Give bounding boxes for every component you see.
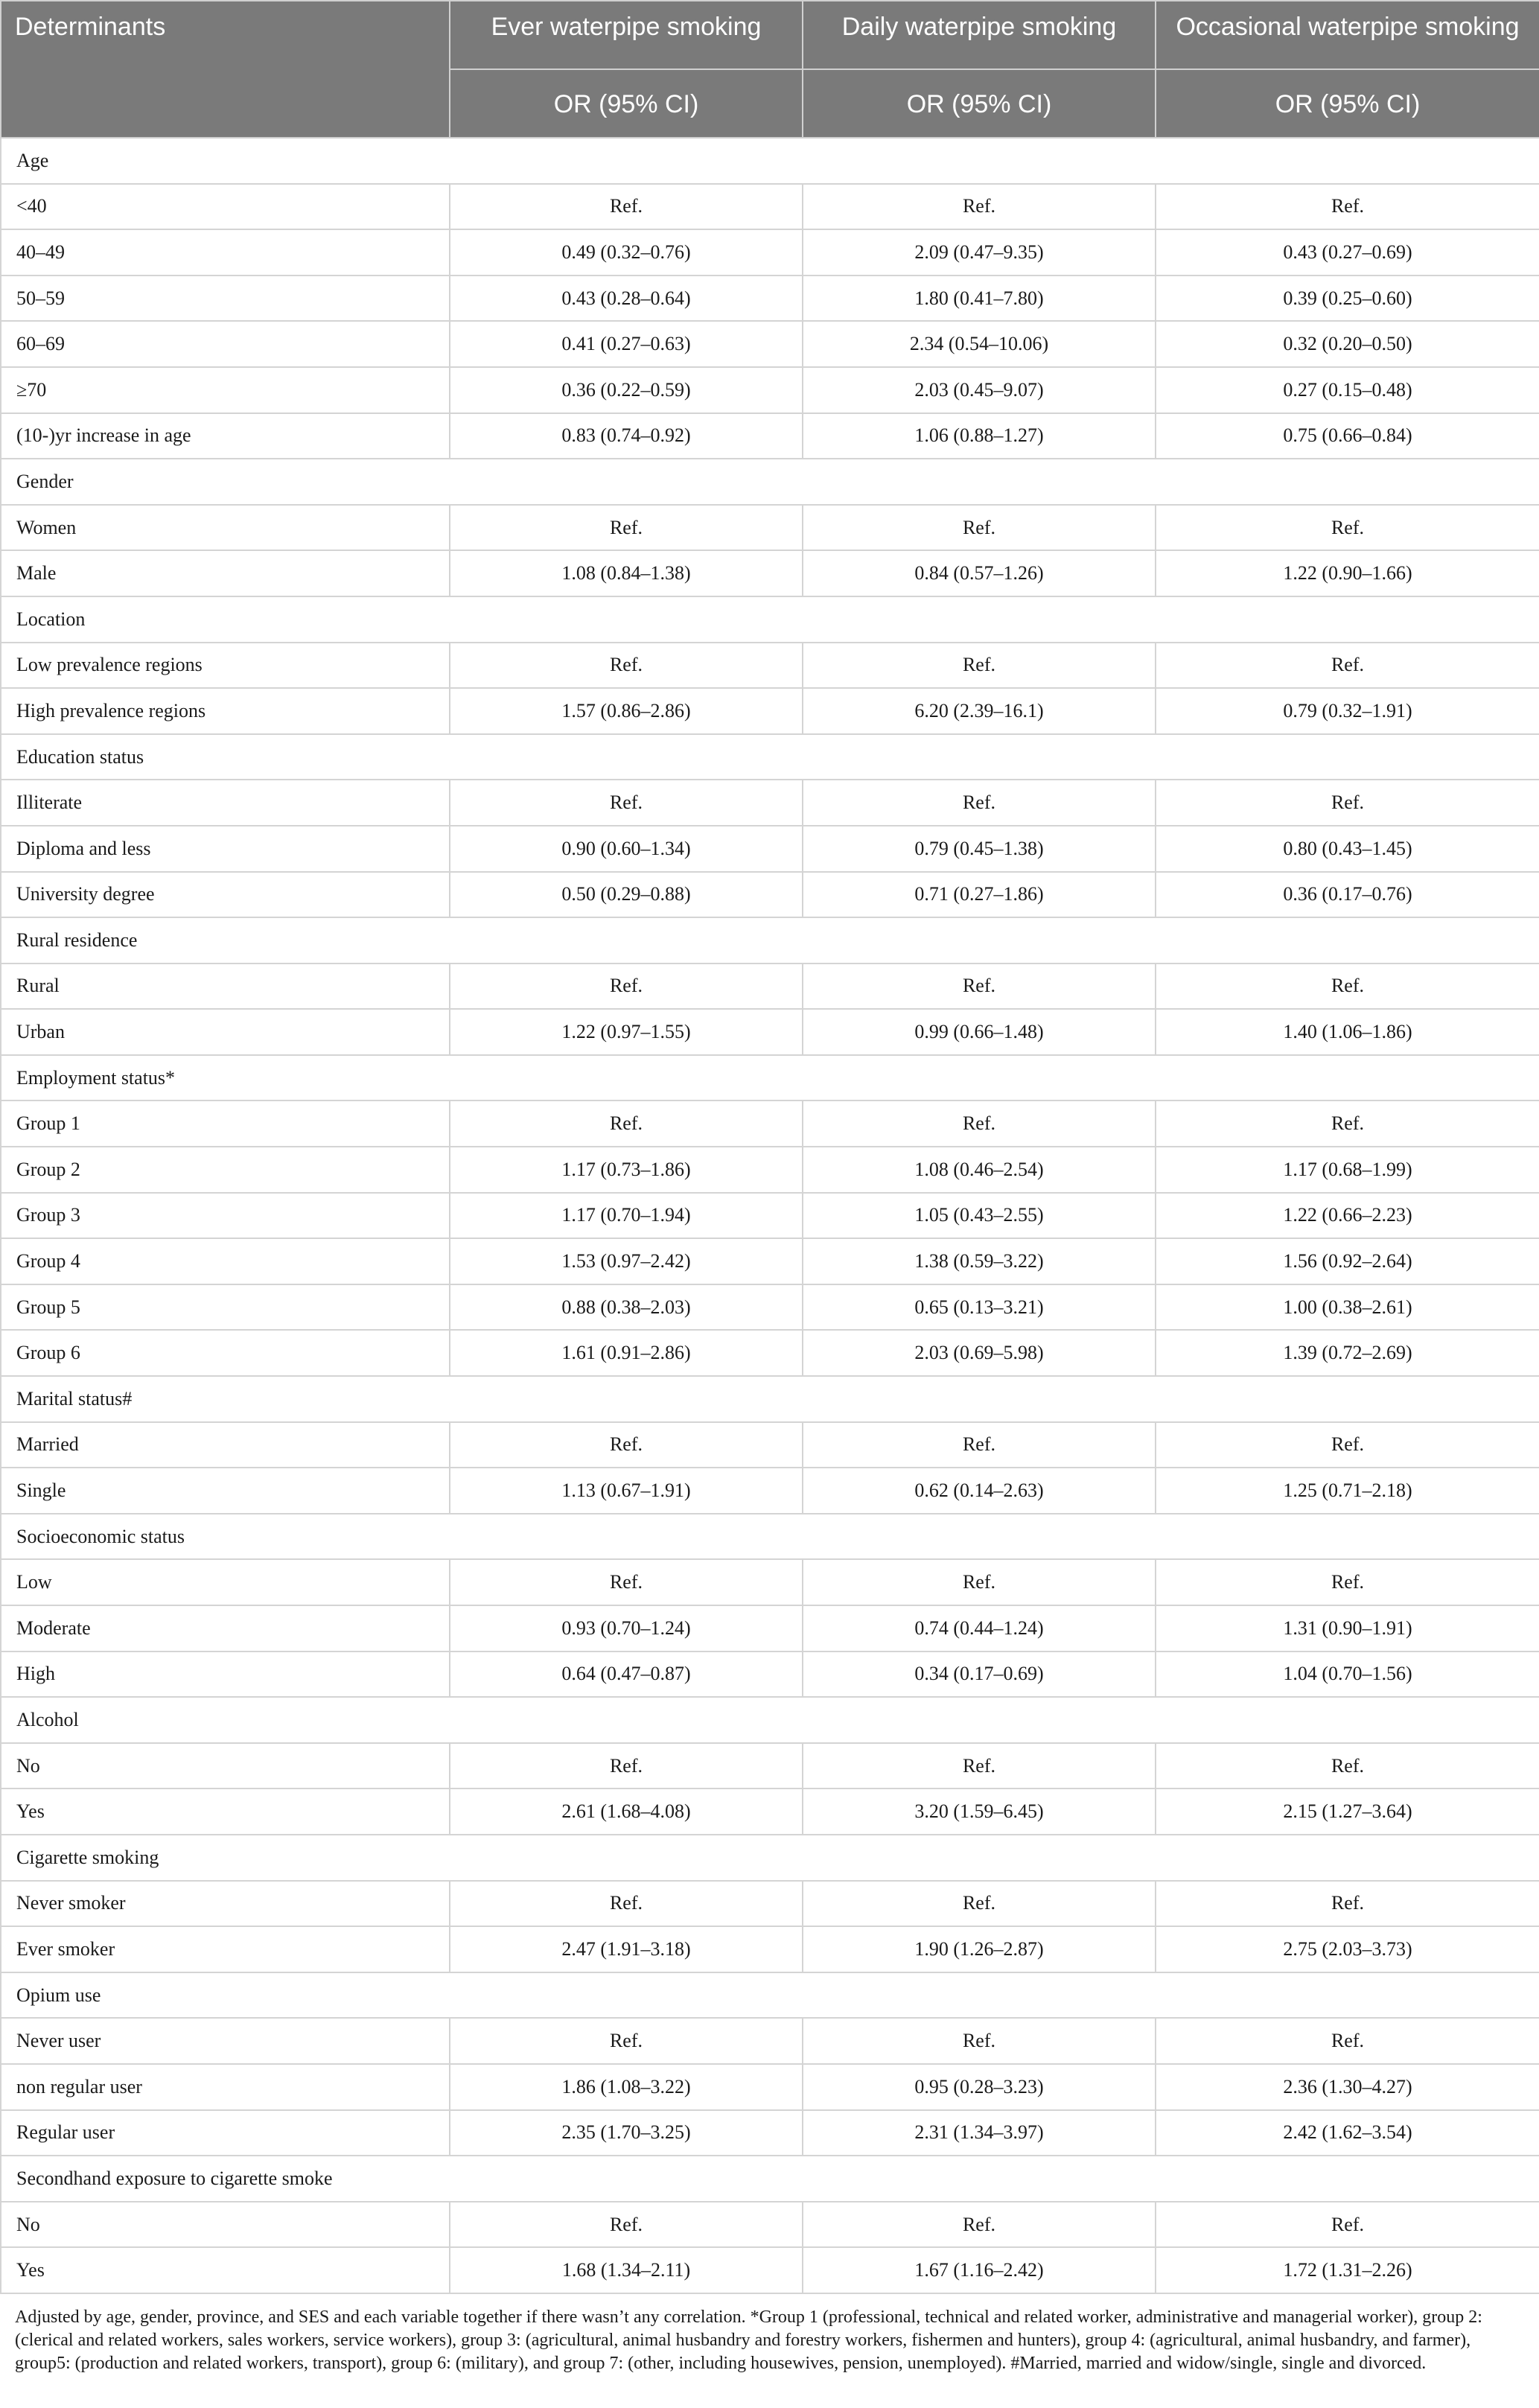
row-label: Yes	[1, 2247, 450, 2293]
row-label: Single	[1, 1468, 450, 1514]
or-ci-cell: 2.03 (0.69–5.98)	[803, 1330, 1156, 1376]
or-ci-cell: Ref.	[450, 643, 803, 689]
or-ci-cell: 2.47 (1.91–3.18)	[450, 1926, 803, 1972]
table-row	[1, 550, 1539, 596]
or-ci-cell: Ref.	[803, 1559, 1156, 1605]
or-ci-cell: Ref.	[1156, 1101, 1539, 1147]
table-row	[1, 1559, 1539, 1605]
row-label: Group 6	[1, 1330, 450, 1376]
or-ci-cell: 1.22 (0.90–1.66)	[1156, 550, 1539, 596]
or-ci-cell: 0.71 (0.27–1.86)	[803, 872, 1156, 918]
or-ci-cell: 2.75 (2.03–3.73)	[1156, 1926, 1539, 1972]
section-label: Opium use	[1, 1972, 1539, 2019]
row-label: 50–59	[1, 275, 450, 322]
table-row	[1, 1009, 1539, 1055]
table-row	[1, 229, 1539, 275]
or-ci-cell: 0.36 (0.22–0.59)	[450, 367, 803, 413]
or-ci-cell: Ref.	[450, 505, 803, 551]
or-ci-cell: Ref.	[803, 780, 1156, 826]
row-label: Male	[1, 550, 450, 596]
or-ci-cell: Ref.	[450, 1559, 803, 1605]
or-ci-cell: 0.74 (0.44–1.24)	[803, 1605, 1156, 1651]
or-ci-cell: 0.83 (0.74–0.92)	[450, 413, 803, 459]
row-label: Never user	[1, 2018, 450, 2064]
row-label: Low	[1, 1559, 450, 1605]
table-row	[1, 1193, 1539, 1239]
or-ci-cell: 0.65 (0.13–3.21)	[803, 1284, 1156, 1331]
or-ci-cell: 1.06 (0.88–1.27)	[803, 413, 1156, 459]
table-row	[1, 184, 1539, 230]
row-label: Illiterate	[1, 780, 450, 826]
section-row	[1, 1376, 1539, 1422]
or-ci-cell: 1.68 (1.34–2.11)	[450, 2247, 803, 2293]
row-label: Regular user	[1, 2110, 450, 2156]
row-label: Rural	[1, 963, 450, 1010]
or-ci-cell: 1.38 (0.59–3.22)	[803, 1238, 1156, 1284]
or-ci-cell: 0.99 (0.66–1.48)	[803, 1009, 1156, 1055]
or-ci-cell: Ref.	[803, 2018, 1156, 2064]
or-ci-cell: Ref.	[1156, 2202, 1539, 2248]
or-ci-cell: Ref.	[450, 184, 803, 230]
or-ci-cell: Ref.	[1156, 963, 1539, 1010]
or-ci-cell: 1.31 (0.90–1.91)	[1156, 1605, 1539, 1651]
section-row	[1, 138, 1539, 184]
or-ci-cell: 3.20 (1.59–6.45)	[803, 1789, 1156, 1835]
or-ci-cell: 0.88 (0.38–2.03)	[450, 1284, 803, 1331]
or-ci-cell: 0.50 (0.29–0.88)	[450, 872, 803, 918]
or-ci-cell: 2.09 (0.47–9.35)	[803, 229, 1156, 275]
or-ci-cell: 0.79 (0.45–1.38)	[803, 826, 1156, 872]
section-label: Marital status#	[1, 1376, 1539, 1422]
section-row	[1, 596, 1539, 643]
row-label: 60–69	[1, 321, 450, 367]
or-ci-cell: Ref.	[803, 1422, 1156, 1468]
section-row	[1, 2156, 1539, 2202]
table-row	[1, 2110, 1539, 2156]
table-row	[1, 1238, 1539, 1284]
table-row	[1, 1926, 1539, 1972]
or-ci-cell: 0.32 (0.20–0.50)	[1156, 321, 1539, 367]
or-ci-cell: 1.00 (0.38–2.61)	[1156, 1284, 1539, 1331]
header-occasional-waterpipe: Occasional waterpipe smoking	[1156, 1, 1539, 69]
or-ci-cell: Ref.	[450, 2018, 803, 2064]
section-label: Secondhand exposure to cigarette smoke	[1, 2156, 1539, 2202]
or-ci-cell: 0.49 (0.32–0.76)	[450, 229, 803, 275]
table-row	[1, 1330, 1539, 1376]
or-ci-cell: Ref.	[803, 184, 1156, 230]
or-ci-cell: 0.43 (0.28–0.64)	[450, 275, 803, 322]
table-row	[1, 1651, 1539, 1698]
row-label: Group 5	[1, 1284, 450, 1331]
or-ci-cell: 0.80 (0.43–1.45)	[1156, 826, 1539, 872]
or-ci-cell: 0.75 (0.66–0.84)	[1156, 413, 1539, 459]
row-label: Low prevalence regions	[1, 643, 450, 689]
table-row	[1, 963, 1539, 1010]
table-row	[1, 505, 1539, 551]
row-label: 40–49	[1, 229, 450, 275]
or-ci-cell: 1.72 (1.31–2.26)	[1156, 2247, 1539, 2293]
row-label: High	[1, 1651, 450, 1698]
section-label: Education status	[1, 734, 1539, 780]
table-row	[1, 1101, 1539, 1147]
table-row	[1, 1422, 1539, 1468]
or-ci-cell: 0.62 (0.14–2.63)	[803, 1468, 1156, 1514]
row-label: Diploma and less	[1, 826, 450, 872]
or-ci-cell: 0.27 (0.15–0.48)	[1156, 367, 1539, 413]
row-label: Group 2	[1, 1147, 450, 1193]
table-row	[1, 2202, 1539, 2248]
or-ci-cell: 2.36 (1.30–4.27)	[1156, 2064, 1539, 2110]
or-ci-cell: 1.57 (0.86–2.86)	[450, 688, 803, 734]
header-daily-waterpipe: Daily waterpipe smoking	[803, 1, 1156, 69]
table-row	[1, 1605, 1539, 1651]
or-ci-cell: Ref.	[450, 1422, 803, 1468]
or-ci-cell: 0.39 (0.25–0.60)	[1156, 275, 1539, 322]
table-row	[1, 1284, 1539, 1331]
or-ci-cell: 1.17 (0.68–1.99)	[1156, 1147, 1539, 1193]
or-ci-cell: 1.90 (1.26–2.87)	[803, 1926, 1156, 1972]
table-row	[1, 2064, 1539, 2110]
row-label: (10-)yr increase in age	[1, 413, 450, 459]
row-label: non regular user	[1, 2064, 450, 2110]
or-ci-cell: 0.36 (0.17–0.76)	[1156, 872, 1539, 918]
section-label: Age	[1, 138, 1539, 184]
row-label: No	[1, 1743, 450, 1789]
or-ci-cell: Ref.	[1156, 780, 1539, 826]
or-ci-cell: 1.08 (0.84–1.38)	[450, 550, 803, 596]
subheader-or-ci: OR (95% CI)	[1156, 69, 1539, 138]
row-label: <40	[1, 184, 450, 230]
or-ci-cell: 0.34 (0.17–0.69)	[803, 1651, 1156, 1698]
or-ci-cell: 1.13 (0.67–1.91)	[450, 1468, 803, 1514]
or-ci-cell: 1.17 (0.70–1.94)	[450, 1193, 803, 1239]
table-row	[1, 643, 1539, 689]
or-ci-cell: 2.15 (1.27–3.64)	[1156, 1789, 1539, 1835]
row-label: Women	[1, 505, 450, 551]
row-label: Group 1	[1, 1101, 450, 1147]
row-label: Group 4	[1, 1238, 450, 1284]
table-row	[1, 367, 1539, 413]
or-ci-cell: Ref.	[803, 505, 1156, 551]
table-row	[1, 413, 1539, 459]
table-footnote: Adjusted by age, gender, province, and SES and each variable together if there wasn’t any correlation. *Group 1 (professional, technical and related worker, administrative and managerial worker), group 2: (clerical and related workers, sales workers, service workers), group 3: (agricultural, animal husbandry and forestry workers, fishermen and hunters), group 4: (agricultural, animal husbandry, and farmer), group5: (production and related workers, transport), group 6: (military), and group 7: (other, including housewives, pension, unemployed). #Married, married and widow/single, single and divorced.	[15, 2307, 1482, 2373]
section-label: Rural residence	[1, 917, 1539, 963]
or-ci-cell: Ref.	[803, 2202, 1156, 2248]
table-row	[1, 2247, 1539, 2293]
section-label: Location	[1, 596, 1539, 643]
row-label: Married	[1, 1422, 450, 1468]
section-row	[1, 1972, 1539, 2019]
table-row	[1, 1147, 1539, 1193]
or-ci-cell: Ref.	[803, 963, 1156, 1010]
section-row	[1, 1055, 1539, 1101]
or-ci-cell: 1.40 (1.06–1.86)	[1156, 1009, 1539, 1055]
section-label: Employment status*	[1, 1055, 1539, 1101]
subheader-or-ci: OR (95% CI)	[803, 69, 1156, 138]
table-row	[1, 780, 1539, 826]
table-row	[1, 688, 1539, 734]
or-ci-cell: 0.90 (0.60–1.34)	[450, 826, 803, 872]
or-ci-cell: 2.31 (1.34–3.97)	[803, 2110, 1156, 2156]
or-ci-cell: Ref.	[1156, 1743, 1539, 1789]
section-label: Gender	[1, 459, 1539, 505]
or-ci-cell: 2.61 (1.68–4.08)	[450, 1789, 803, 1835]
table-row	[1, 1789, 1539, 1835]
or-ci-cell: 0.84 (0.57–1.26)	[803, 550, 1156, 596]
table-row	[1, 826, 1539, 872]
section-row	[1, 734, 1539, 780]
or-ci-cell: 1.22 (0.97–1.55)	[450, 1009, 803, 1055]
table-row	[1, 2018, 1539, 2064]
section-row	[1, 1697, 1539, 1743]
row-label: Group 3	[1, 1193, 450, 1239]
or-ci-cell: Ref.	[1156, 2018, 1539, 2064]
table-row	[1, 321, 1539, 367]
or-ci-cell: Ref.	[1156, 1881, 1539, 1927]
section-row	[1, 459, 1539, 505]
or-ci-cell: Ref.	[450, 1881, 803, 1927]
or-ci-cell: 1.39 (0.72–2.69)	[1156, 1330, 1539, 1376]
or-ci-cell: 0.95 (0.28–3.23)	[803, 2064, 1156, 2110]
or-ci-cell: Ref.	[450, 780, 803, 826]
row-label: ≥70	[1, 367, 450, 413]
row-label: High prevalence regions	[1, 688, 450, 734]
or-ci-cell: 1.22 (0.66–2.23)	[1156, 1193, 1539, 1239]
or-ci-cell: Ref.	[1156, 1422, 1539, 1468]
or-ci-cell: Ref.	[450, 2202, 803, 2248]
table-row	[1, 275, 1539, 322]
or-ci-cell: Ref.	[803, 1101, 1156, 1147]
or-ci-cell: Ref.	[450, 1101, 803, 1147]
row-label: Ever smoker	[1, 1926, 450, 1972]
or-ci-cell: 0.79 (0.32–1.91)	[1156, 688, 1539, 734]
or-ci-cell: Ref.	[1156, 505, 1539, 551]
section-row	[1, 1514, 1539, 1560]
or-ci-cell: 1.56 (0.92–2.64)	[1156, 1238, 1539, 1284]
or-ci-cell: 6.20 (2.39–16.1)	[803, 688, 1156, 734]
or-ci-cell: 0.64 (0.47–0.87)	[450, 1651, 803, 1698]
or-ci-cell: 1.08 (0.46–2.54)	[803, 1147, 1156, 1193]
or-ci-cell: 1.86 (1.08–3.22)	[450, 2064, 803, 2110]
or-ci-cell: 1.05 (0.43–2.55)	[803, 1193, 1156, 1239]
section-label: Socioeconomic status	[1, 1514, 1539, 1560]
or-ci-cell: Ref.	[803, 1743, 1156, 1789]
or-ci-cell: Ref.	[450, 1743, 803, 1789]
section-row	[1, 1835, 1539, 1881]
or-ci-cell: 0.43 (0.27–0.69)	[1156, 229, 1539, 275]
table-row	[1, 1468, 1539, 1514]
or-ci-cell: 0.41 (0.27–0.63)	[450, 321, 803, 367]
row-label: No	[1, 2202, 450, 2248]
or-ci-cell: Ref.	[1156, 184, 1539, 230]
or-ci-cell: 1.25 (0.71–2.18)	[1156, 1468, 1539, 1514]
or-ci-cell: 1.61 (0.91–2.86)	[450, 1330, 803, 1376]
row-label: Moderate	[1, 1605, 450, 1651]
or-ci-cell: 2.42 (1.62–3.54)	[1156, 2110, 1539, 2156]
header-determinants: Determinants	[1, 1, 450, 138]
table-header	[1, 1, 1539, 138]
table-row	[1, 872, 1539, 918]
row-label: University degree	[1, 872, 450, 918]
or-ci-cell: 0.93 (0.70–1.24)	[450, 1605, 803, 1651]
or-ci-cell: 1.67 (1.16–2.42)	[803, 2247, 1156, 2293]
or-ci-cell: Ref.	[803, 643, 1156, 689]
section-row	[1, 917, 1539, 963]
subheader-or-ci: OR (95% CI)	[450, 69, 803, 138]
or-ci-cell: 2.34 (0.54–10.06)	[803, 321, 1156, 367]
or-ci-cell: Ref.	[1156, 643, 1539, 689]
or-ci-cell: 2.35 (1.70–3.25)	[450, 2110, 803, 2156]
table-body	[1, 138, 1539, 2293]
row-label: Yes	[1, 1789, 450, 1835]
section-label: Cigarette smoking	[1, 1835, 1539, 1881]
table-row	[1, 1881, 1539, 1927]
row-label: Never smoker	[1, 1881, 450, 1927]
or-ci-cell: Ref.	[1156, 1559, 1539, 1605]
section-label: Alcohol	[1, 1697, 1539, 1743]
or-ci-cell: 1.53 (0.97–2.42)	[450, 1238, 803, 1284]
or-ci-cell: 1.80 (0.41–7.80)	[803, 275, 1156, 322]
row-label: Urban	[1, 1009, 450, 1055]
table-row	[1, 1743, 1539, 1789]
or-ci-cell: Ref.	[803, 1881, 1156, 1927]
or-ci-cell: 1.04 (0.70–1.56)	[1156, 1651, 1539, 1698]
or-ci-cell: 1.17 (0.73–1.86)	[450, 1147, 803, 1193]
header-ever-waterpipe: Ever waterpipe smoking	[450, 1, 803, 69]
or-ci-cell: 2.03 (0.45–9.07)	[803, 367, 1156, 413]
or-ci-cell: Ref.	[450, 963, 803, 1010]
